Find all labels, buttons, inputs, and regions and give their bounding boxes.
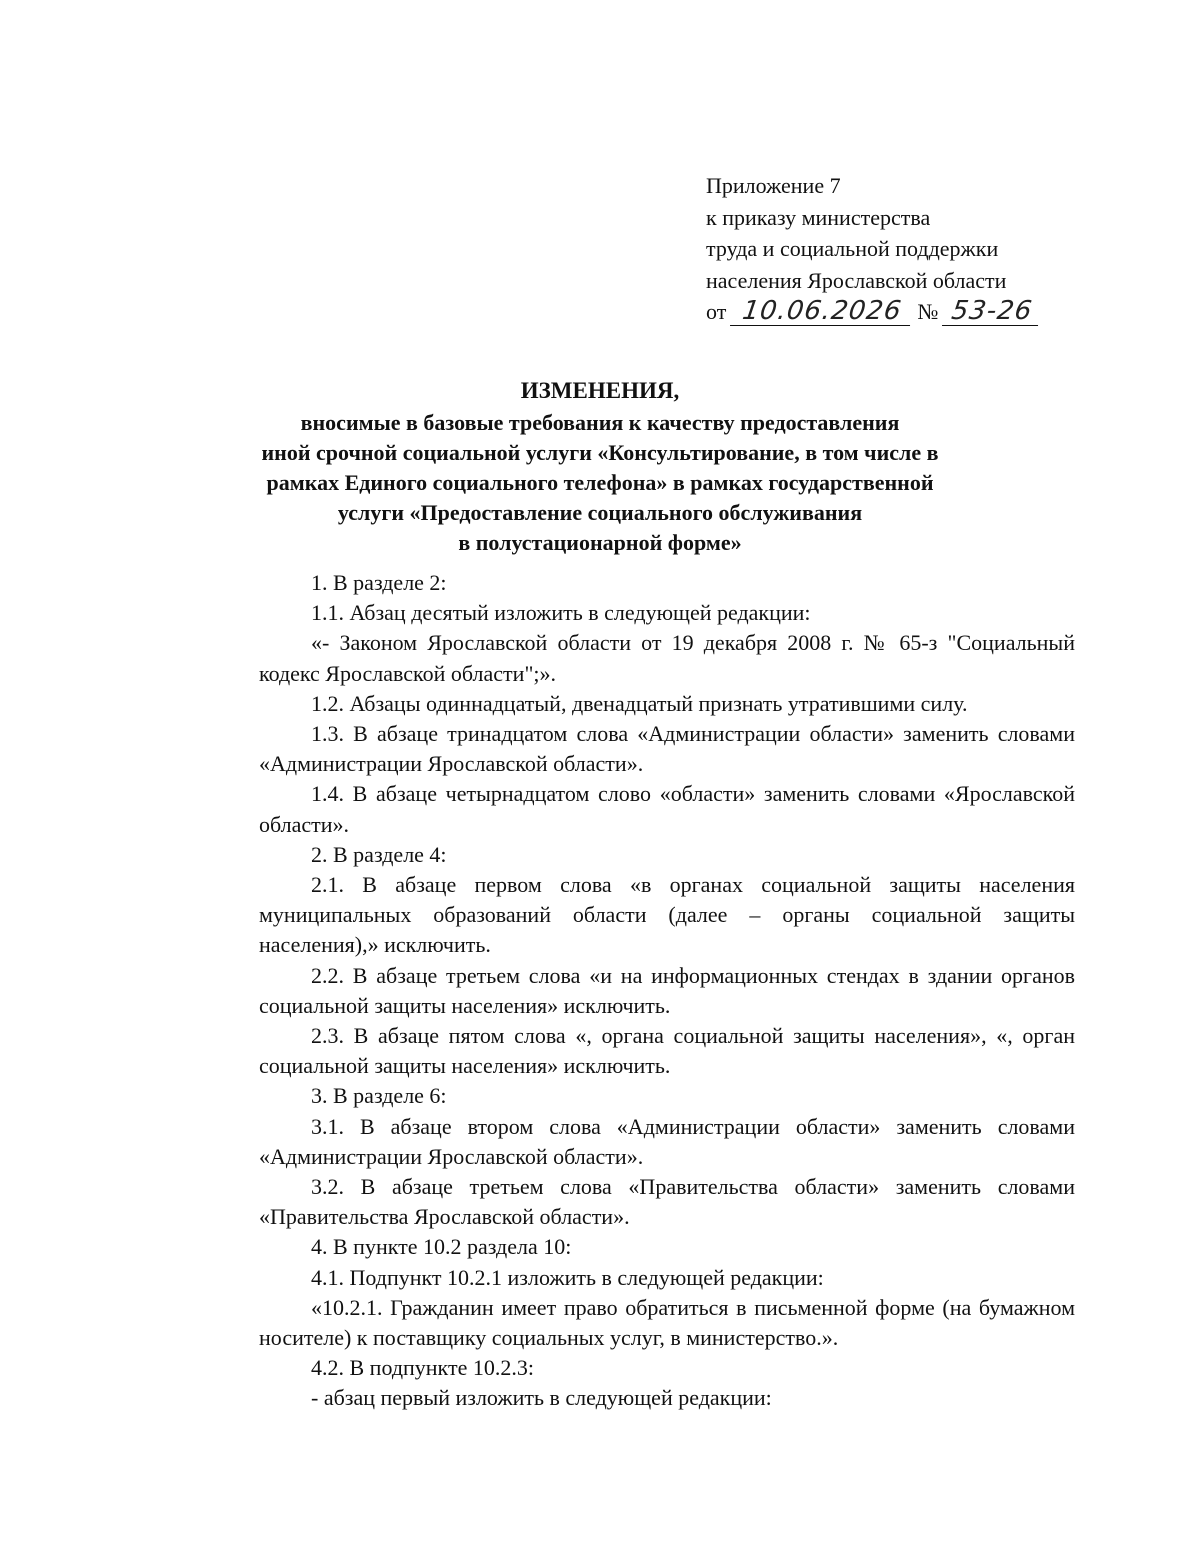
paragraph: 1.4. В абзаце четырнадцатом слово «области» заменить словами «Ярославской области». bbox=[259, 781, 1075, 837]
paragraph: 3.1. В абзаце втором слова «Администрации области» заменить словами «Администрации Ярославской области». bbox=[259, 1113, 1075, 1169]
paragraph: 2. В разделе 4: bbox=[311, 841, 447, 867]
document-body bbox=[259, 568, 1075, 1414]
date-number-line bbox=[706, 296, 1040, 328]
paragraph: 2.2. В абзаце третьем слова «и на информационных стендах в здании органов социальной защиты населения» исключить. bbox=[259, 962, 1075, 1018]
date-prefix: от bbox=[706, 299, 727, 324]
paragraph: 1.2. Абзацы одиннадцатый, двенадцатый признать утратившими силу. bbox=[311, 690, 968, 716]
approval-block bbox=[706, 170, 1040, 328]
paragraph: 4.1. Подпункт 10.2.1 изложить в следующей редакции: bbox=[311, 1264, 824, 1290]
title-line: вносимые в базовые требования к качеству предоставления bbox=[300, 410, 900, 435]
paragraph: 4. В пункте 10.2 раздела 10: bbox=[311, 1234, 572, 1260]
paragraph: - абзац первый изложить в следующей редакции: bbox=[311, 1385, 772, 1411]
ministry-line: труда и социальной поддержки bbox=[706, 236, 999, 261]
handwritten-date: 10.06.2026 bbox=[730, 297, 914, 326]
paragraph: 3. В разделе 6: bbox=[311, 1083, 447, 1109]
title-line: рамках Единого социального телефона» в рамках государственной bbox=[266, 470, 934, 495]
region-line: населения Ярославской области bbox=[706, 267, 1007, 293]
paragraph: 2.3. В абзаце пятом слова «, органа социальной защиты населения», «, орган социальной защиты населения» исключить. bbox=[259, 1023, 1075, 1079]
paragraph: 4.2. В подпункте 10.2.3: bbox=[311, 1355, 534, 1381]
paragraph: 1.3. В абзаце тринадцатом слова «Администрации области» заменить словами «Администрации Ярославской области». bbox=[259, 721, 1075, 777]
title-line: иной срочной социальной услуги «Консультирование, в том числе в bbox=[261, 440, 939, 465]
paragraph: 2.1. В абзаце первом слова «в органах социальной защиты населения муниципальных образований области (далее – органы социальной защиты населения),» исключить. bbox=[259, 872, 1075, 958]
number-prefix: № bbox=[917, 299, 939, 324]
document-title bbox=[200, 376, 1000, 558]
title-line: в полустационарной форме» bbox=[458, 530, 742, 555]
handwritten-number: 53-26 bbox=[942, 297, 1042, 326]
paragraph: 1. В разделе 2: bbox=[311, 570, 447, 595]
paragraph: «- Законом Ярославской области от 19 декабря 2008 г. № 65-з "Социальный кодекс Ярославской области";». bbox=[259, 630, 1075, 686]
paragraph: 3.2. В абзаце третьем слова «Правительства области» заменить словами «Правительства Ярославской области». bbox=[259, 1174, 1075, 1230]
title-line: услуги «Предоставление социального обслуживания bbox=[337, 500, 863, 525]
order-ref-line: к приказу министерства bbox=[706, 204, 931, 230]
paragraph: 1.1. Абзац десятый изложить в следующей редакции: bbox=[311, 600, 811, 626]
appendix-label: Приложение 7 bbox=[706, 173, 841, 198]
paragraph: «10.2.1. Гражданин имеет право обратиться в письменной форме (на бумажном носителе) к поставщику социальных услуг, в министерство.». bbox=[259, 1294, 1075, 1351]
title-heading: ИЗМЕНЕНИЯ, bbox=[520, 378, 680, 403]
